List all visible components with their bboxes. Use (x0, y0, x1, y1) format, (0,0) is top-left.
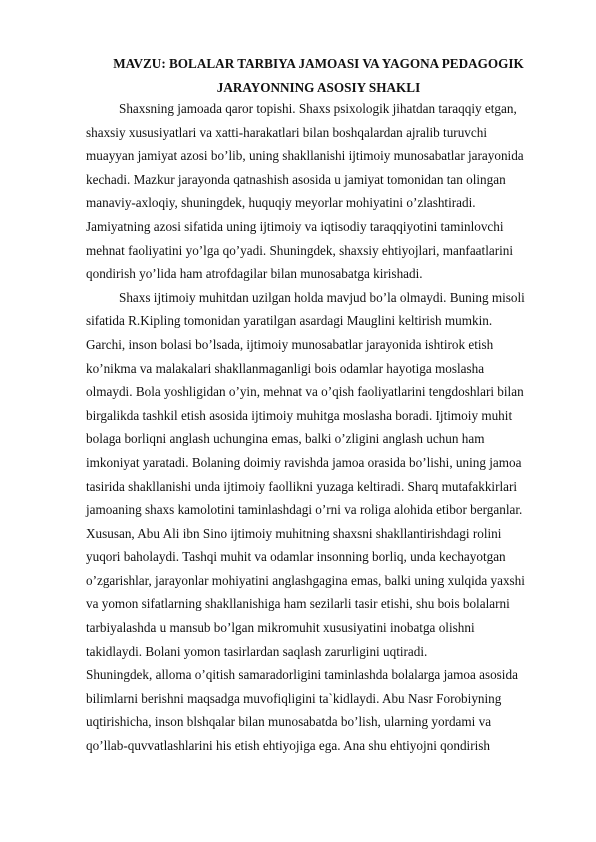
text-line: shaxsiy xususiyatlari va xatti-harakatlari bilan boshqalardan ajralib turuvchi (86, 124, 487, 140)
text-line: Garchi, inson bolasi bo’lsada, ijtimoiy munosabatlar jarayonida ishtirok etish (86, 336, 494, 352)
text-line: tasirida shakllanishi unda ijtimoiy faollikni yuzaga keltiradi. Sharq mutafakkirlari (86, 478, 518, 494)
text-line: Shuningdek, alloma o’qitish samaradorligini taminlashda bolalarga jamoa asosida (86, 667, 518, 683)
text-line: jamoaning shaxs kamolotini taminlashdagi o’rni va roliga alohida etibor berganlar. (86, 502, 523, 518)
text-line: birgalikda tashkil etish asosida ijtimoiy muhitga moslasha boradi. Ijtimoiy muhit (86, 407, 513, 423)
paragraph-first-line: Shaxs ijtimoiy muhitdan uzilgan holda mavjud bo’la olmaydi. Buning misoli (119, 289, 525, 305)
text-line: kechadi. Mazkur jarayonda qatnashish asosida u jamiyat tomonidan tan olingan (86, 171, 506, 187)
text-line: bilimlarni berishni maqsadga muvofiqligini ta`kidlaydi. Abu Nasr Forobiyning (86, 690, 502, 706)
text-line: takidlaydi. Bolani yomon tasirlardan saqlash zarurligini uqtiradi. (86, 643, 428, 659)
text-line: imkoniyat yaratadi. Bolaning doimiy ravishda jamoa orasida bo’lishi, uning jamoa (86, 454, 522, 470)
text-line: Xususan, Abu Ali ibn Sino ijtimoiy muhitning shaxsni shakllantirishdagi rolini (86, 525, 502, 541)
text-line: muayyan jamiyat azosi bo’lib, uning shakllanishi ijtimoiy munosabatlar jarayonida (86, 148, 524, 164)
text-line: mehnat faoliyatini yo’lga qo’yadi. Shuningdek, shaxsiy ehtiyojlari, manfaatlarini (86, 242, 514, 258)
text-line: va yomon sifatlarning shakllanishiga ham sezilarli tasir etishi, shu bois bolalarni (86, 596, 510, 612)
document-body (86, 97, 551, 758)
paragraph-first-line: Shaxsning jamoada qaror topishi. Shaxs psixologik jihatdan taraqqiy etgan, (119, 101, 517, 116)
text-line: tarbiyalashda u mansub bo’lgan mikromuhit xususiyatini inobatga olishni (86, 620, 475, 636)
document-title (86, 52, 551, 99)
text-line: manaviy-axloqiy, shuningdek, huquqiy meyorlar mohiyatini o’zlashtiradi. (86, 195, 476, 211)
text-line: bolaga borliqni anglash uchungina emas, balki o’zligini anglash uchun ham (86, 431, 485, 447)
text-line: sifatida R.Kipling tomonidan yaratilgan asardagi Mauglini keltirish mumkin. (86, 313, 493, 329)
title-line: MAVZU: BOLALAR TARBIYA JAMOASI VA YAGONA PEDAGOGIK (113, 56, 524, 71)
text-line: Jamiyatning azosi sifatida uning ijtimoiy va iqtisodiy taraqqiyotini taminlovchi (86, 218, 504, 234)
text-line: yuqori baholaydi. Tashqi muhit va odamlar insonning borliq, unda kechayotgan (86, 549, 506, 565)
text-line: uqtirishicha, inson blshqalar bilan munosabatda bo’lish, ularning yordami va (86, 714, 492, 730)
title-line: JARAYONNING ASOSIY SHAKLI (216, 79, 421, 95)
text-line: olmaydi. Bola yoshligidan o’yin, mehnat va o’qish faoliyatlarini tengdoshlari bilan (86, 384, 524, 400)
text-line: qondirish yo’lida ham atrofdagilar bilan munosabatga kirishadi. (86, 266, 423, 282)
text-line: o’zgarishlar, jarayonlar mohiyatini anglashgagina emas, balki uning xulqida yaxshi (86, 572, 525, 588)
text-line: ko’nikma va malakalari shakllanmaganligi bois odamlar hayotiga moslasha (86, 360, 485, 376)
text-line: qo’llab-quvvatlashlarini his etish ehtiyojiga ega. Ana shu ehtiyojni qondirish (86, 738, 490, 754)
